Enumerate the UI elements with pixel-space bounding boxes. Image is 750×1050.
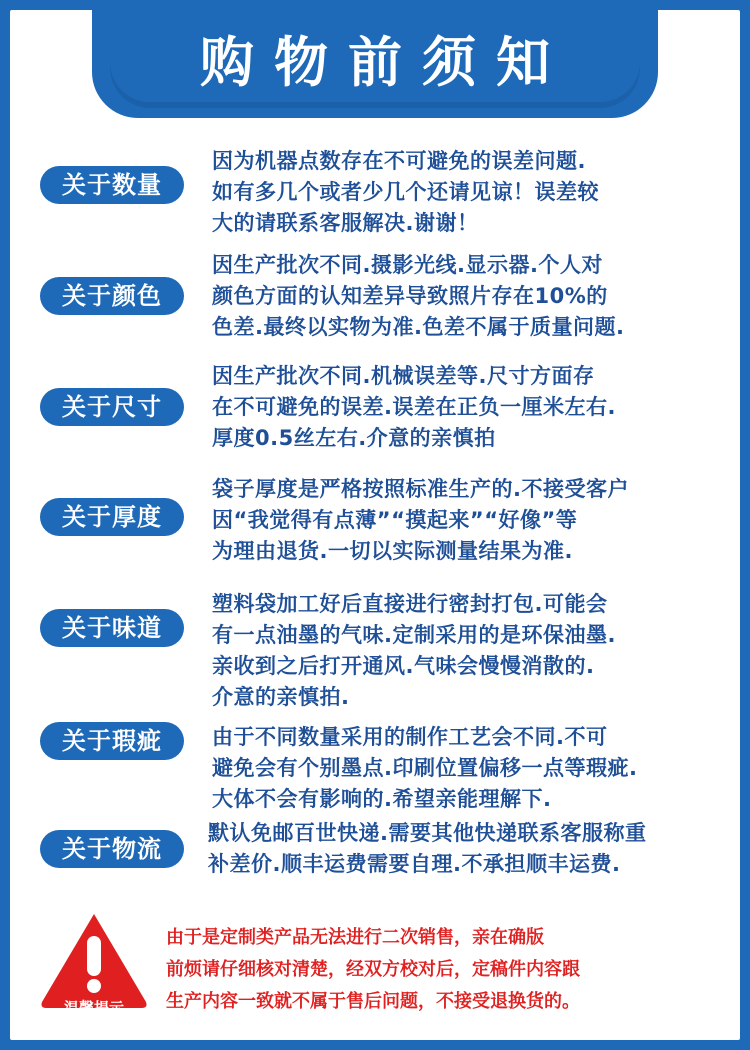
- section-line: 颜色方面的认知差异导致照片存在10%的: [212, 284, 608, 308]
- section-line: 袋子厚度是严格按照标准生产的.不接受客户: [212, 477, 629, 501]
- warning-label: 温馨提示: [63, 999, 124, 1017]
- section-body-defect: [212, 722, 750, 815]
- section-line: 补差价.顺丰运费需要自理.不承担顺丰运费.: [208, 852, 621, 876]
- section-body-logistics: [208, 818, 748, 880]
- section-line: 因生产批次不同.摄影光线.显示器.个人对: [212, 253, 603, 277]
- section-line: 因生产批次不同.机械误差等.尺寸方面存: [212, 364, 595, 388]
- section-line: 有一点油墨的气味.定制采用的是环保油墨.: [212, 623, 616, 647]
- section-line: 大的请联系客服解决.谢谢！: [212, 211, 479, 235]
- notice-line: 生产内容一致就不属于售后问题，不接受退换货的。: [166, 991, 580, 1012]
- section-body-size: [212, 361, 750, 454]
- section-line: 如有多几个或者少几个还请见谅！误差较: [212, 180, 599, 204]
- section-label-size: 关于尺寸: [40, 388, 184, 426]
- section-line: 默认免邮百世快递.需要其他快递联系客服称重: [208, 821, 647, 845]
- section-line: 因“我觉得有点薄”“摸起来”“好像”等: [212, 508, 578, 532]
- section-body-quantity: [212, 146, 750, 239]
- section-line: 避免会有个别墨点.印刷位置偏移一点等瑕疵.: [212, 756, 638, 780]
- notice-line: 前烦请仔细核对清楚，经双方校对后，定稿件内容跟: [166, 959, 580, 980]
- title-banner-inner: [110, 10, 640, 108]
- section-line: 亲收到之后打开通风.气味会慢慢消散的.: [212, 654, 595, 678]
- section-line: 由于不同数量采用的制作工艺会不同.不可: [212, 725, 608, 749]
- section-line: 介意的亲慎拍.: [212, 685, 350, 709]
- section-line: 因为机器点数存在不可避免的误差问题.: [212, 149, 586, 173]
- warning-notice: [166, 922, 726, 1018]
- section-label-logistics: 关于物流: [40, 830, 184, 868]
- section-body-thickness: [212, 474, 750, 567]
- section-label-quantity: 关于数量: [40, 166, 184, 204]
- section-body-color: [212, 250, 750, 343]
- section-label-defect: 关于瑕疵: [40, 722, 184, 760]
- title-banner: [92, 10, 658, 118]
- section-line: 塑料袋加工好后直接进行密封打包.可能会: [212, 592, 608, 616]
- section-line: 色差.最终以实物为准.色差不属于质量问题.: [212, 315, 625, 339]
- section-label-smell: 关于味道: [40, 609, 184, 647]
- section-line: 在不可避免的误差.误差在正负一厘米左右.: [212, 395, 616, 419]
- section-label-color: 关于颜色: [40, 277, 184, 315]
- section-body-smell: [212, 589, 750, 713]
- page-title: 购物前须知: [200, 31, 570, 94]
- section-label-thickness: 关于厚度: [40, 498, 184, 536]
- section-line: 大体不会有影响的.希望亲能理解下.: [212, 787, 552, 811]
- notice-line: 由于是定制类产品无法进行二次销售，亲在确版: [166, 927, 544, 948]
- section-line: 为理由退货.一切以实际测量结果为准.: [212, 539, 573, 563]
- section-line: 厚度0.5丝左右.介意的亲慎拍: [212, 426, 496, 450]
- warning-triangle-icon: [38, 910, 150, 1022]
